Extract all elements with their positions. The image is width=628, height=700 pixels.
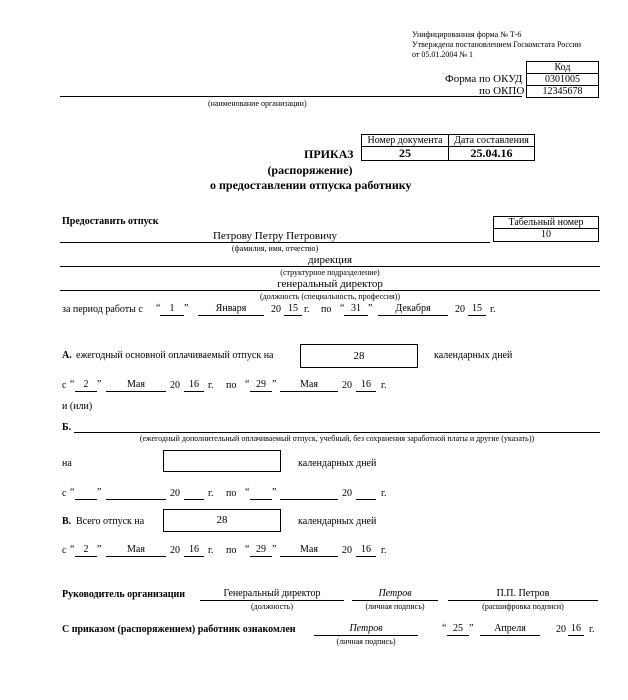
section-a-month-to-line [280, 391, 338, 392]
and-or-label: и (или) [62, 401, 93, 412]
head-decode: П.П. Петров [496, 588, 550, 599]
period-month-from: Января [215, 303, 247, 314]
quote-open: “ [245, 379, 250, 390]
period-month-from-line [198, 315, 264, 316]
year-prefix: 20 [342, 488, 352, 499]
quote-open: “ [70, 379, 75, 390]
section-a-days-label: календарных дней [434, 350, 513, 361]
form-header-line1: Унифицированная форма № Т-6 [412, 30, 522, 39]
to-label: по [226, 380, 237, 391]
section-v-month-from: Мая [127, 544, 145, 555]
quote-close: ” [272, 487, 277, 498]
okpo-value: 12345678 [526, 85, 599, 98]
section-b-from-label: с [62, 488, 67, 499]
to-label: по [226, 488, 237, 499]
section-a-label: А. [62, 350, 72, 361]
section-v-days-label: календарных дней [298, 516, 377, 527]
section-v-year-from-line [184, 556, 204, 557]
doc-number-header: Номер документа [361, 134, 449, 147]
doc-number-value: 25 [361, 146, 449, 161]
section-a-day-from-line [75, 391, 97, 392]
head-signature-caption: (личная подпись) [365, 602, 425, 611]
section-a-days-box: 28 [300, 344, 418, 368]
year-prefix: 20 [455, 304, 465, 315]
section-b-year-from-line [184, 499, 204, 500]
position-caption: (должность (специальность, профессия)) [260, 292, 400, 301]
section-b-year-to-line [356, 499, 376, 500]
quote-close: ” [97, 544, 102, 555]
section-v-month-from-line [106, 556, 166, 557]
year-suffix: г. [381, 488, 387, 499]
period-day-to: 31 [351, 303, 361, 314]
section-a-month-to: Мая [300, 379, 318, 390]
ack-day: 25 [453, 623, 463, 634]
section-a-year-from: 16 [189, 379, 199, 390]
department-caption: (структурное подразделение) [280, 268, 380, 277]
employee-name-caption: (фамилия, имя, отчество) [231, 244, 319, 253]
year-prefix: 20 [342, 380, 352, 391]
section-b-na-label: на [62, 458, 72, 469]
section-b-month-to-line [280, 499, 338, 500]
title-subject: о предоставлении отпуска работнику [210, 178, 412, 192]
quote-open: “ [245, 487, 250, 498]
employee-name: Петрову Петру Петровичу [212, 230, 338, 242]
ack-label: С приказом (распоряжением) работник ознакомлен [62, 624, 296, 635]
head-position: Генеральный директор [223, 588, 321, 599]
section-b-days-box [163, 450, 281, 472]
quote-open: “ [156, 303, 161, 314]
ack-year-line [568, 635, 584, 636]
period-year-from-line [284, 315, 302, 316]
year-prefix: 20 [556, 624, 566, 635]
period-day-from-line [160, 315, 184, 316]
section-v-label: В. [62, 516, 72, 527]
period-label: за период работы с [62, 304, 143, 315]
department: дирекция [307, 254, 353, 266]
year-suffix: г. [589, 624, 595, 635]
head-decode-line [448, 600, 598, 601]
quote-close: ” [272, 379, 277, 390]
head-signature-line [352, 600, 438, 601]
section-v-year-to-line [356, 556, 376, 557]
section-b-month-from-line [106, 499, 166, 500]
section-v-month-to: Мая [300, 544, 318, 555]
quote-close: ” [272, 544, 277, 555]
section-b-days-label: календарных дней [298, 458, 377, 469]
section-a-day-to-line [250, 391, 272, 392]
quote-close: ” [97, 379, 102, 390]
title-directive: (распоряжение) [267, 163, 353, 177]
quote-close: ” [97, 487, 102, 498]
year-prefix: 20 [170, 545, 180, 556]
section-v-days-box: 28 [163, 509, 281, 532]
period-month-to-line [378, 315, 448, 316]
head-label: Руководитель организации [62, 589, 186, 600]
period-year-to: 15 [472, 303, 482, 314]
period-year-from: 15 [288, 303, 298, 314]
organization-line [60, 96, 522, 97]
position: генеральный директор [277, 278, 383, 290]
form-header-line2: Утверждена постановлением Госкомстата России [412, 40, 582, 49]
period-year-to-line [468, 315, 486, 316]
section-a-year-to-line [356, 391, 376, 392]
year-prefix: 20 [170, 380, 180, 391]
ack-day-line [447, 635, 469, 636]
ack-year: 16 [571, 623, 581, 634]
okud-label: Форма по ОКУД [445, 73, 523, 85]
year-suffix: г. [381, 380, 387, 391]
title-order: ПРИКАЗ [304, 147, 354, 161]
year-suffix: г. [490, 304, 496, 315]
section-b-line [74, 432, 600, 433]
quote-open: “ [70, 487, 75, 498]
quote-open: “ [70, 544, 75, 555]
year-suffix: г. [381, 545, 387, 556]
code-header: Код [526, 61, 599, 74]
section-a-year-from-line [184, 391, 204, 392]
head-decode-caption: (расшифровка подписи) [482, 602, 564, 611]
section-v-from-label: с [62, 545, 67, 556]
ack-month-line [480, 635, 540, 636]
to-label: по [321, 304, 332, 315]
organization-caption: (наименование организации) [208, 99, 307, 108]
section-v-day-from: 2 [83, 544, 89, 555]
quote-open: “ [442, 623, 447, 634]
section-v-day-to-line [250, 556, 272, 557]
position-line [60, 290, 600, 291]
head-signature: Петров [378, 588, 412, 599]
ack-signature: Петров [349, 623, 383, 634]
head-position-line [200, 600, 344, 601]
head-position-caption: (должность) [251, 602, 293, 611]
section-b-day-to-line [250, 499, 272, 500]
section-b-caption: (ежегодный дополнительный оплачиваемый отпуск, учебный, без сохранения заработной платы и другие (указать)) [139, 434, 535, 443]
period-day-from: 1 [169, 303, 175, 314]
section-a-from-label: с [62, 380, 67, 391]
quote-open: “ [245, 544, 250, 555]
period-day-to-line [344, 315, 368, 316]
section-a-day-from: 2 [83, 379, 89, 390]
section-v-day-to: 29 [256, 544, 266, 555]
section-b-label: Б. [62, 422, 72, 433]
section-a-month-from: Мая [127, 379, 145, 390]
section-v-year-to: 16 [361, 544, 371, 555]
year-prefix: 20 [342, 545, 352, 556]
quote-open: “ [340, 303, 345, 314]
section-a-month-from-line [106, 391, 166, 392]
section-a-text: ежегодный основной оплачиваемый отпуск на [76, 350, 274, 361]
section-v-month-to-line [280, 556, 338, 557]
quote-close: ” [469, 623, 474, 634]
tab-number-header: Табельный номер [493, 216, 599, 229]
employee-name-line [60, 242, 490, 243]
section-a-day-to: 29 [256, 379, 266, 390]
year-suffix: г. [208, 488, 214, 499]
okud-value: 0301005 [526, 73, 599, 86]
section-v-day-from-line [75, 556, 97, 557]
section-v-text: Всего отпуск на [76, 516, 145, 527]
doc-date-header: Дата составления [448, 134, 535, 147]
quote-close: ” [368, 303, 373, 314]
tab-number-value: 10 [493, 228, 599, 242]
department-line [60, 266, 600, 267]
section-a-year-to: 16 [361, 379, 371, 390]
period-month-to: Декабря [395, 303, 431, 314]
year-suffix: г. [208, 545, 214, 556]
year-suffix: г. [208, 380, 214, 391]
doc-date-value: 25.04.16 [448, 146, 535, 161]
ack-signature-line [314, 635, 418, 636]
ack-month: Апреля [494, 623, 526, 634]
year-prefix: 20 [170, 488, 180, 499]
year-prefix: 20 [271, 304, 281, 315]
section-v-year-from: 16 [189, 544, 199, 555]
ack-signature-caption: (личная подпись) [336, 637, 396, 646]
year-suffix: г. [304, 304, 310, 315]
form-header-line3: от 05.01.2004 № 1 [412, 50, 474, 59]
to-label: по [226, 545, 237, 556]
quote-close: ” [184, 303, 189, 314]
section-b-day-from-line [75, 499, 97, 500]
okpo-label: по ОКПО [479, 85, 525, 97]
grant-leave-label: Предоставить отпуск [62, 216, 159, 227]
